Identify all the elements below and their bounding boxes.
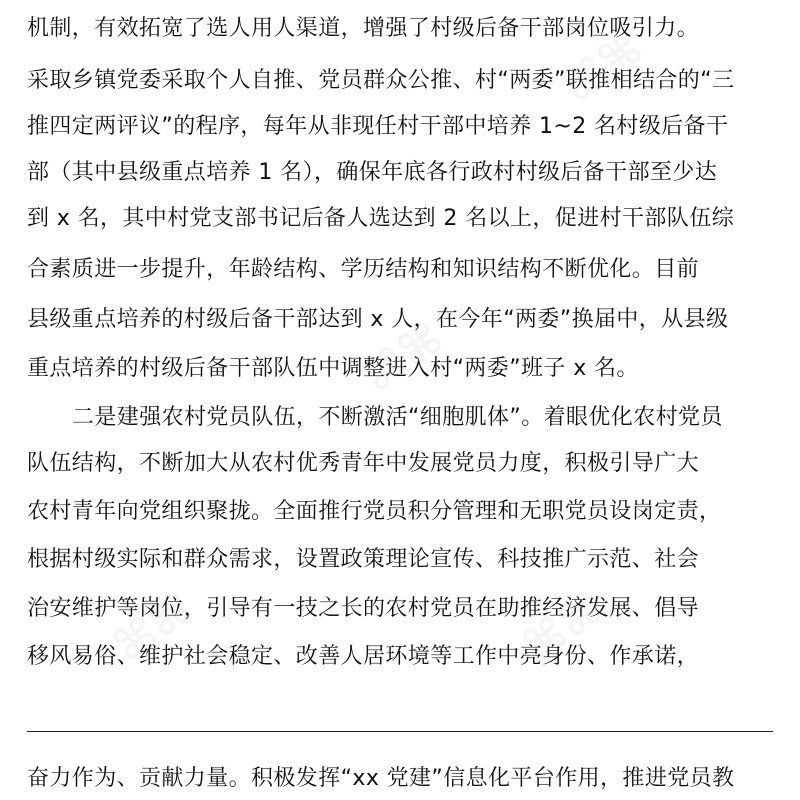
watermark-graphic: ⌘⌘ [102, 580, 204, 674]
next-page-line: 奋力作为、贡献力量。积极发挥“xx 党建”信息化平台作用，推进党员教 [27, 766, 735, 791]
paragraph-line: 二是建强农村党员队伍，不断激活“细胞肌体”。着眼优化农村党员 [72, 405, 723, 430]
paragraph-line: 县级重点培养的村级后备干部达到 x 人，在今年“两委”换届中，从县级 [27, 307, 729, 332]
paragraph-line: 采取乡镇党委采取个人自推、党员群众公推、村“两委”联推相结合的“三 [27, 68, 735, 93]
paragraph-line: 移风易俗、维护社会稳定、改善人居环境等工作中亮身份、作承诺， [27, 644, 700, 669]
paragraph-line: 推四定两评议”的程序，每年从非现任村干部中培养 1~2 名村级后备干 [27, 114, 729, 139]
paragraph-line: 部（其中县级重点培养 1 名），确保年底各行政村村级后备干部至少达 [27, 160, 718, 185]
watermark-graphic: ⌘⌘ [352, 310, 454, 404]
page-break-divider [27, 731, 773, 732]
watermark-graphic: ⌘⌘ [552, 20, 654, 114]
paragraph-line: 农村青年向党组织聚拢。全面推行党员积分管理和无职党员设岗定责， [27, 499, 722, 524]
paragraph-line: 根据村级实际和群众需求，设置政策理论宣传、科技推广示范、社会 [27, 547, 700, 572]
paragraph-line: 治安维护等岗位，引导有一技之长的农村党员在助推经济发展、倡导 [27, 596, 700, 621]
paragraph-line: 到 x 名，其中村党支部书记后备人选达到 2 名以上，促进村干部队伍综 [27, 206, 734, 231]
paragraph-line: 重点培养的村级后备干部队伍中调整进入村“两委”班子 x 名。 [27, 356, 639, 381]
paragraph-line: 队伍结构，不断加大从农村优秀青年中发展党员力度，积极引导广大 [27, 451, 700, 476]
watermark-graphic: ⌘⌘ [512, 580, 614, 674]
paragraph-line: 合素质进一步提升，年龄结构、学历结构和知识结构不断优化。目前 [27, 257, 700, 282]
paragraph-line: 机制，有效拓宽了选人用人渠道，增强了村级后备干部岗位吸引力。 [27, 16, 700, 41]
